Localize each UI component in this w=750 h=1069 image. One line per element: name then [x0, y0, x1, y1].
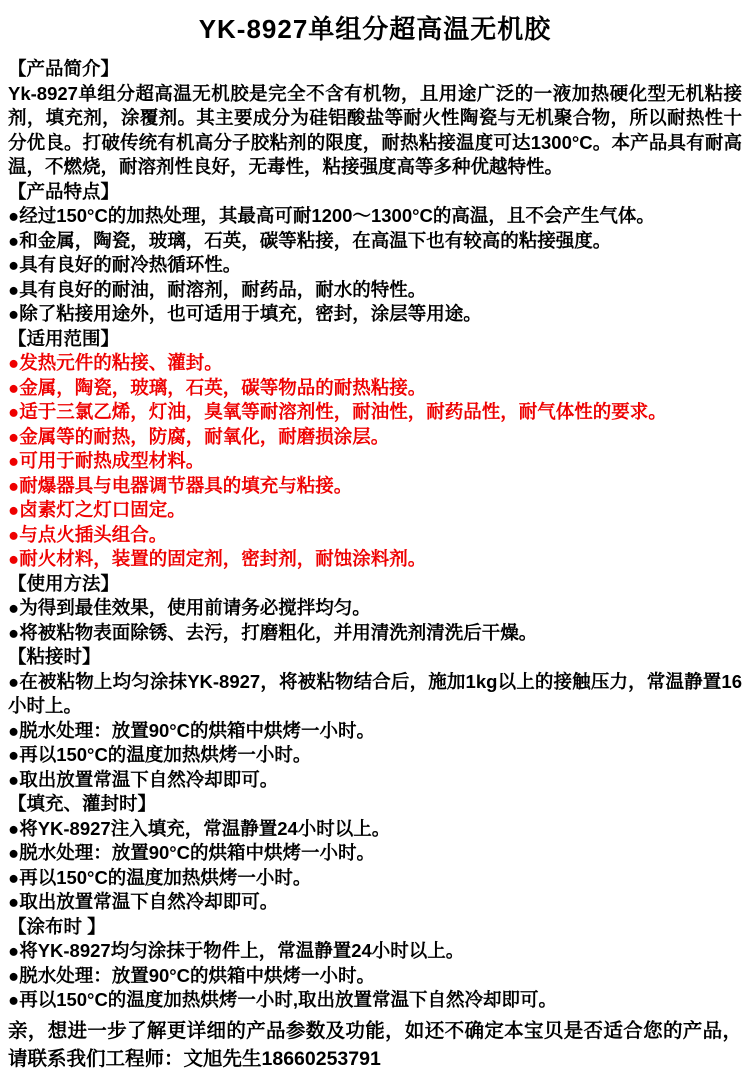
bullet-text: 取出放置常温下自然冷却即可。: [19, 891, 279, 912]
bullet-item: [8, 670, 742, 719]
document-body: [0, 45, 750, 1013]
bullet-item: [8, 964, 742, 989]
bullet-icon: ●: [8, 866, 20, 888]
bullet-text: 卤素灯之灯口固定。: [19, 499, 186, 520]
bullet-text: 适于三氯乙烯，灯油，臭氧等耐溶剂性，耐油性，耐药品性，耐气体性的要求。: [19, 401, 667, 422]
bullet-item: [8, 474, 742, 499]
bullet-icon: ●: [8, 744, 20, 765]
bullet-item: [8, 939, 742, 964]
bullet-item: [8, 988, 742, 1013]
bullet-icon: ●: [8, 401, 20, 422]
bullet-icon: ●: [8, 670, 20, 692]
bullet-icon: ●: [8, 597, 20, 618]
bullet-icon: ●: [8, 964, 20, 986]
bullet-icon: ●: [8, 891, 20, 912]
bullet-item: [8, 425, 742, 450]
bullet-text: 和金属，陶瓷，玻璃，石英，碳等粘接，在高温下也有较高的粘接强度。: [19, 229, 612, 251]
bullet-item: [8, 768, 742, 793]
bullet-item: [8, 841, 742, 866]
bullet-item: [8, 743, 742, 768]
bullet-text: 再以150°C的温度加热烘烤一小时。: [19, 744, 312, 765]
bullet-icon: ●: [8, 205, 20, 226]
bullet-icon: ●: [8, 425, 20, 447]
bullet-item: [8, 596, 742, 621]
bullet-item: [8, 817, 742, 842]
section-header: 【涂布时 】: [8, 915, 106, 937]
bullet-item: [8, 547, 742, 572]
bullet-item: [8, 204, 742, 229]
bullet-text: 为得到最佳效果，使用前请务必搅拌均匀。: [19, 597, 371, 618]
bullet-text: 再以150°C的温度加热烘烤一小时。: [19, 866, 312, 888]
section-header: 【粘接时】: [8, 646, 101, 667]
bullet-icon: ●: [8, 842, 20, 863]
section-header: 【产品特点】: [8, 180, 120, 202]
bullet-item: [8, 890, 742, 915]
bullet-text: 耐爆器具与电器调节器具的填充与粘接。: [19, 474, 353, 496]
bullet-icon: ●: [8, 229, 20, 251]
bullet-item: [8, 278, 742, 303]
bullet-text: 金属等的耐热，防腐，耐氧化，耐磨损涂层。: [19, 425, 390, 447]
bullet-text: 将YK-8927均匀涂抹于物件上，常温静置24小时以上。: [19, 940, 465, 961]
bullet-icon: ●: [8, 376, 20, 398]
bullet-text: 脱水处理：放置90°C的烘箱中烘烤一小时。: [19, 719, 376, 741]
bullet-text: 金属，陶瓷，玻璃，石英，碳等物品的耐热粘接。: [19, 376, 427, 398]
bullet-icon: ●: [8, 474, 20, 496]
bullet-item: [8, 400, 742, 425]
bullet-icon: ●: [8, 450, 20, 471]
bullet-icon: ●: [8, 523, 20, 545]
bullet-item: [8, 253, 742, 278]
bullet-item: [8, 302, 742, 327]
section-header: 【填充、灌封时】: [8, 793, 157, 814]
bullet-item: [8, 449, 742, 474]
bullet-icon: ●: [8, 621, 20, 643]
bullet-icon: ●: [8, 278, 20, 300]
section-header: 【产品简介】: [8, 58, 120, 79]
bullet-text: 具有良好的耐油，耐溶剂，耐药品，耐水的特性。: [19, 278, 427, 300]
page-title: YK-8927单组分超高温无机胶: [198, 14, 552, 44]
bullet-text: 脱水处理：放置90°C的烘箱中烘烤一小时。: [19, 964, 376, 986]
bullet-item: [8, 376, 742, 401]
bullet-text: 将YK-8927注入填充，常温静置24小时以上。: [19, 817, 391, 839]
bullet-text: 在被粘物上均匀涂抹YK-8927，将被粘物结合后，施加1kg以上的接触压力，常温静置16小时上。: [8, 670, 742, 716]
bullet-icon: ●: [8, 768, 20, 790]
bullet-icon: ●: [8, 499, 20, 520]
bullet-text: 再以150°C的温度加热烘烤一小时,取出放置常温下自然冷却即可。: [19, 989, 557, 1010]
bullet-item: [8, 621, 742, 646]
section-header: 【使用方法】: [8, 572, 120, 594]
bullet-item: [8, 866, 742, 891]
bullet-item: [8, 719, 742, 744]
bullet-text: 与点火插头组合。: [19, 523, 168, 545]
bullet-icon: ●: [8, 303, 20, 324]
bullet-icon: ●: [8, 817, 20, 839]
bullet-icon: ●: [8, 254, 20, 275]
bullet-text: 除了粘接用途外，也可适用于填充，密封，涂层等用途。: [19, 303, 482, 324]
bullet-item: [8, 498, 742, 523]
bullet-text: 发热元件的粘接、灌封。: [19, 352, 223, 373]
bullet-text: 可用于耐热成型材料。: [19, 450, 205, 471]
bullet-text: 具有良好的耐冷热循环性。: [19, 254, 242, 275]
bullet-text: 取出放置常温下自然冷却即可。: [19, 768, 279, 790]
bullet-text: 经过150°C的加热处理，其最高可耐1200～1300°C的高温，且不会产生气体。: [19, 205, 655, 226]
bullet-icon: ●: [8, 719, 20, 741]
bullet-icon: ●: [8, 940, 20, 961]
bullet-icon: ●: [8, 989, 20, 1010]
bullet-icon: ●: [8, 548, 20, 569]
bullet-text: 耐火材料，装置的固定剂，密封剂，耐蚀涂料剂。: [19, 548, 427, 569]
section-paragraph: Yk-8927单组分超高温无机胶是完全不含有机物，且用途广泛的一液加热硬化型无机粘接剂，填充剂，涂覆剂。其主要成分为硅铝酸盐等耐火性陶瓷与无机聚合物，所以耐热性十分优良。打破传统有机高分子胶粘剂的限度，耐热粘接温度可达1300°C。本产品具有耐高温，不燃烧，耐溶剂性良好，无毒性，粘接强度高等多种优越特性。: [8, 82, 742, 177]
bullet-text: 将被粘物表面除锈、去污，打磨粗化，并用清洗剂清洗后干燥。: [19, 621, 538, 643]
bullet-item: [8, 229, 742, 254]
bullet-item: [8, 351, 742, 376]
contact-footer: 亲，想进一步了解更详细的产品参数及功能，如还不确定本宝贝是否适合您的产品，请联系我们工程师：文旭先生18660253791: [8, 1019, 742, 1069]
bullet-icon: ●: [8, 352, 20, 373]
section-header: 【适用范围】: [8, 327, 120, 349]
bullet-item: [8, 523, 742, 548]
bullet-text: 脱水处理：放置90°C的烘箱中烘烤一小时。: [19, 842, 376, 863]
